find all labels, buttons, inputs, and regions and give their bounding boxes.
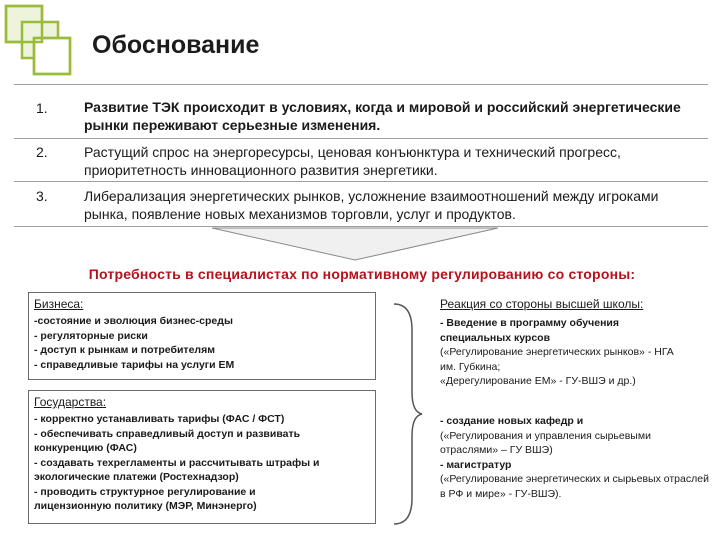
response-heading: Реакция со стороны высшей школы: <box>440 297 644 311</box>
state-heading: Государства: <box>34 395 107 409</box>
divider <box>14 138 708 139</box>
state-box <box>28 390 376 524</box>
response-line: - Введение в программу обучения специальных курсов <box>440 317 619 344</box>
item-text: Растущий спрос на энергоресурсы, ценовая конъюнктура и технический прогресс, приоритетность инновационного развития энергетики. <box>84 144 621 178</box>
business-heading: Бизнеса: <box>34 297 84 311</box>
need-heading: Потребность в специалистах по нормативному регулированию со стороны: <box>88 266 636 282</box>
business-line: -состояние и эволюция бизнес-среды <box>34 315 233 327</box>
response-line: «Дерегулирование ЕМ» - ГУ-ВШЭ и др.) <box>440 375 636 387</box>
item-text: Либерализация энергетических рынков, усложнение взаимоотношений между игроками рынка, появление новых механизмов торговли, услуг и продуктов. <box>84 188 659 222</box>
business-line: - справедливые тарифы на услуги ЕМ <box>34 358 235 371</box>
response-line: («Регулирование энергетических рынков» - НГА им. Губкина; <box>440 346 674 373</box>
state-line: - создавать техрегламенты и рассчитывать штрафы и экологические платежи (Ростехнадзор) <box>34 456 320 483</box>
item-number: 1. <box>36 100 48 116</box>
item-number: 3. <box>36 188 48 204</box>
page-title: Обоснование <box>92 31 260 59</box>
state-line: - корректно устанавливать тарифы (ФАС / ФСТ) <box>34 413 285 425</box>
right-curly-brace-icon <box>388 300 428 528</box>
state-line: - обеспечивать справедливый доступ и развивать конкуренцию (ФАС) <box>34 427 301 454</box>
state-line: - проводить структурное регулирование и лицензионную политику (МЭР, Минэнерго) <box>34 485 257 512</box>
item-text: Развитие ТЭК происходит в условиях, когда и мировой и российский энергетические рынки переживают серьезные изменения. <box>84 99 681 133</box>
response-line: - магистратур <box>440 458 512 471</box>
divider <box>14 84 708 85</box>
item-number: 2. <box>36 144 48 160</box>
business-box <box>28 292 376 380</box>
response-block-courses <box>440 316 690 389</box>
divider <box>14 181 708 182</box>
business-line: - регуляторные риски <box>34 329 148 342</box>
response-line: - создание новых кафедр и <box>440 415 584 427</box>
response-line: («Регулирования и управления сырьевыми отраслями» – ГУ ВШЭ) <box>440 429 651 456</box>
business-line: - доступ к рынкам и потребителям <box>34 344 215 356</box>
nested-squares-logo-icon <box>0 0 90 90</box>
response-line: («Регулирование энергетических и сырьевых отраслей в РФ и мире» - ГУ-ВШЭ). <box>440 473 709 500</box>
down-triangle-arrow-icon <box>210 226 500 262</box>
response-block-departments <box>440 414 712 501</box>
